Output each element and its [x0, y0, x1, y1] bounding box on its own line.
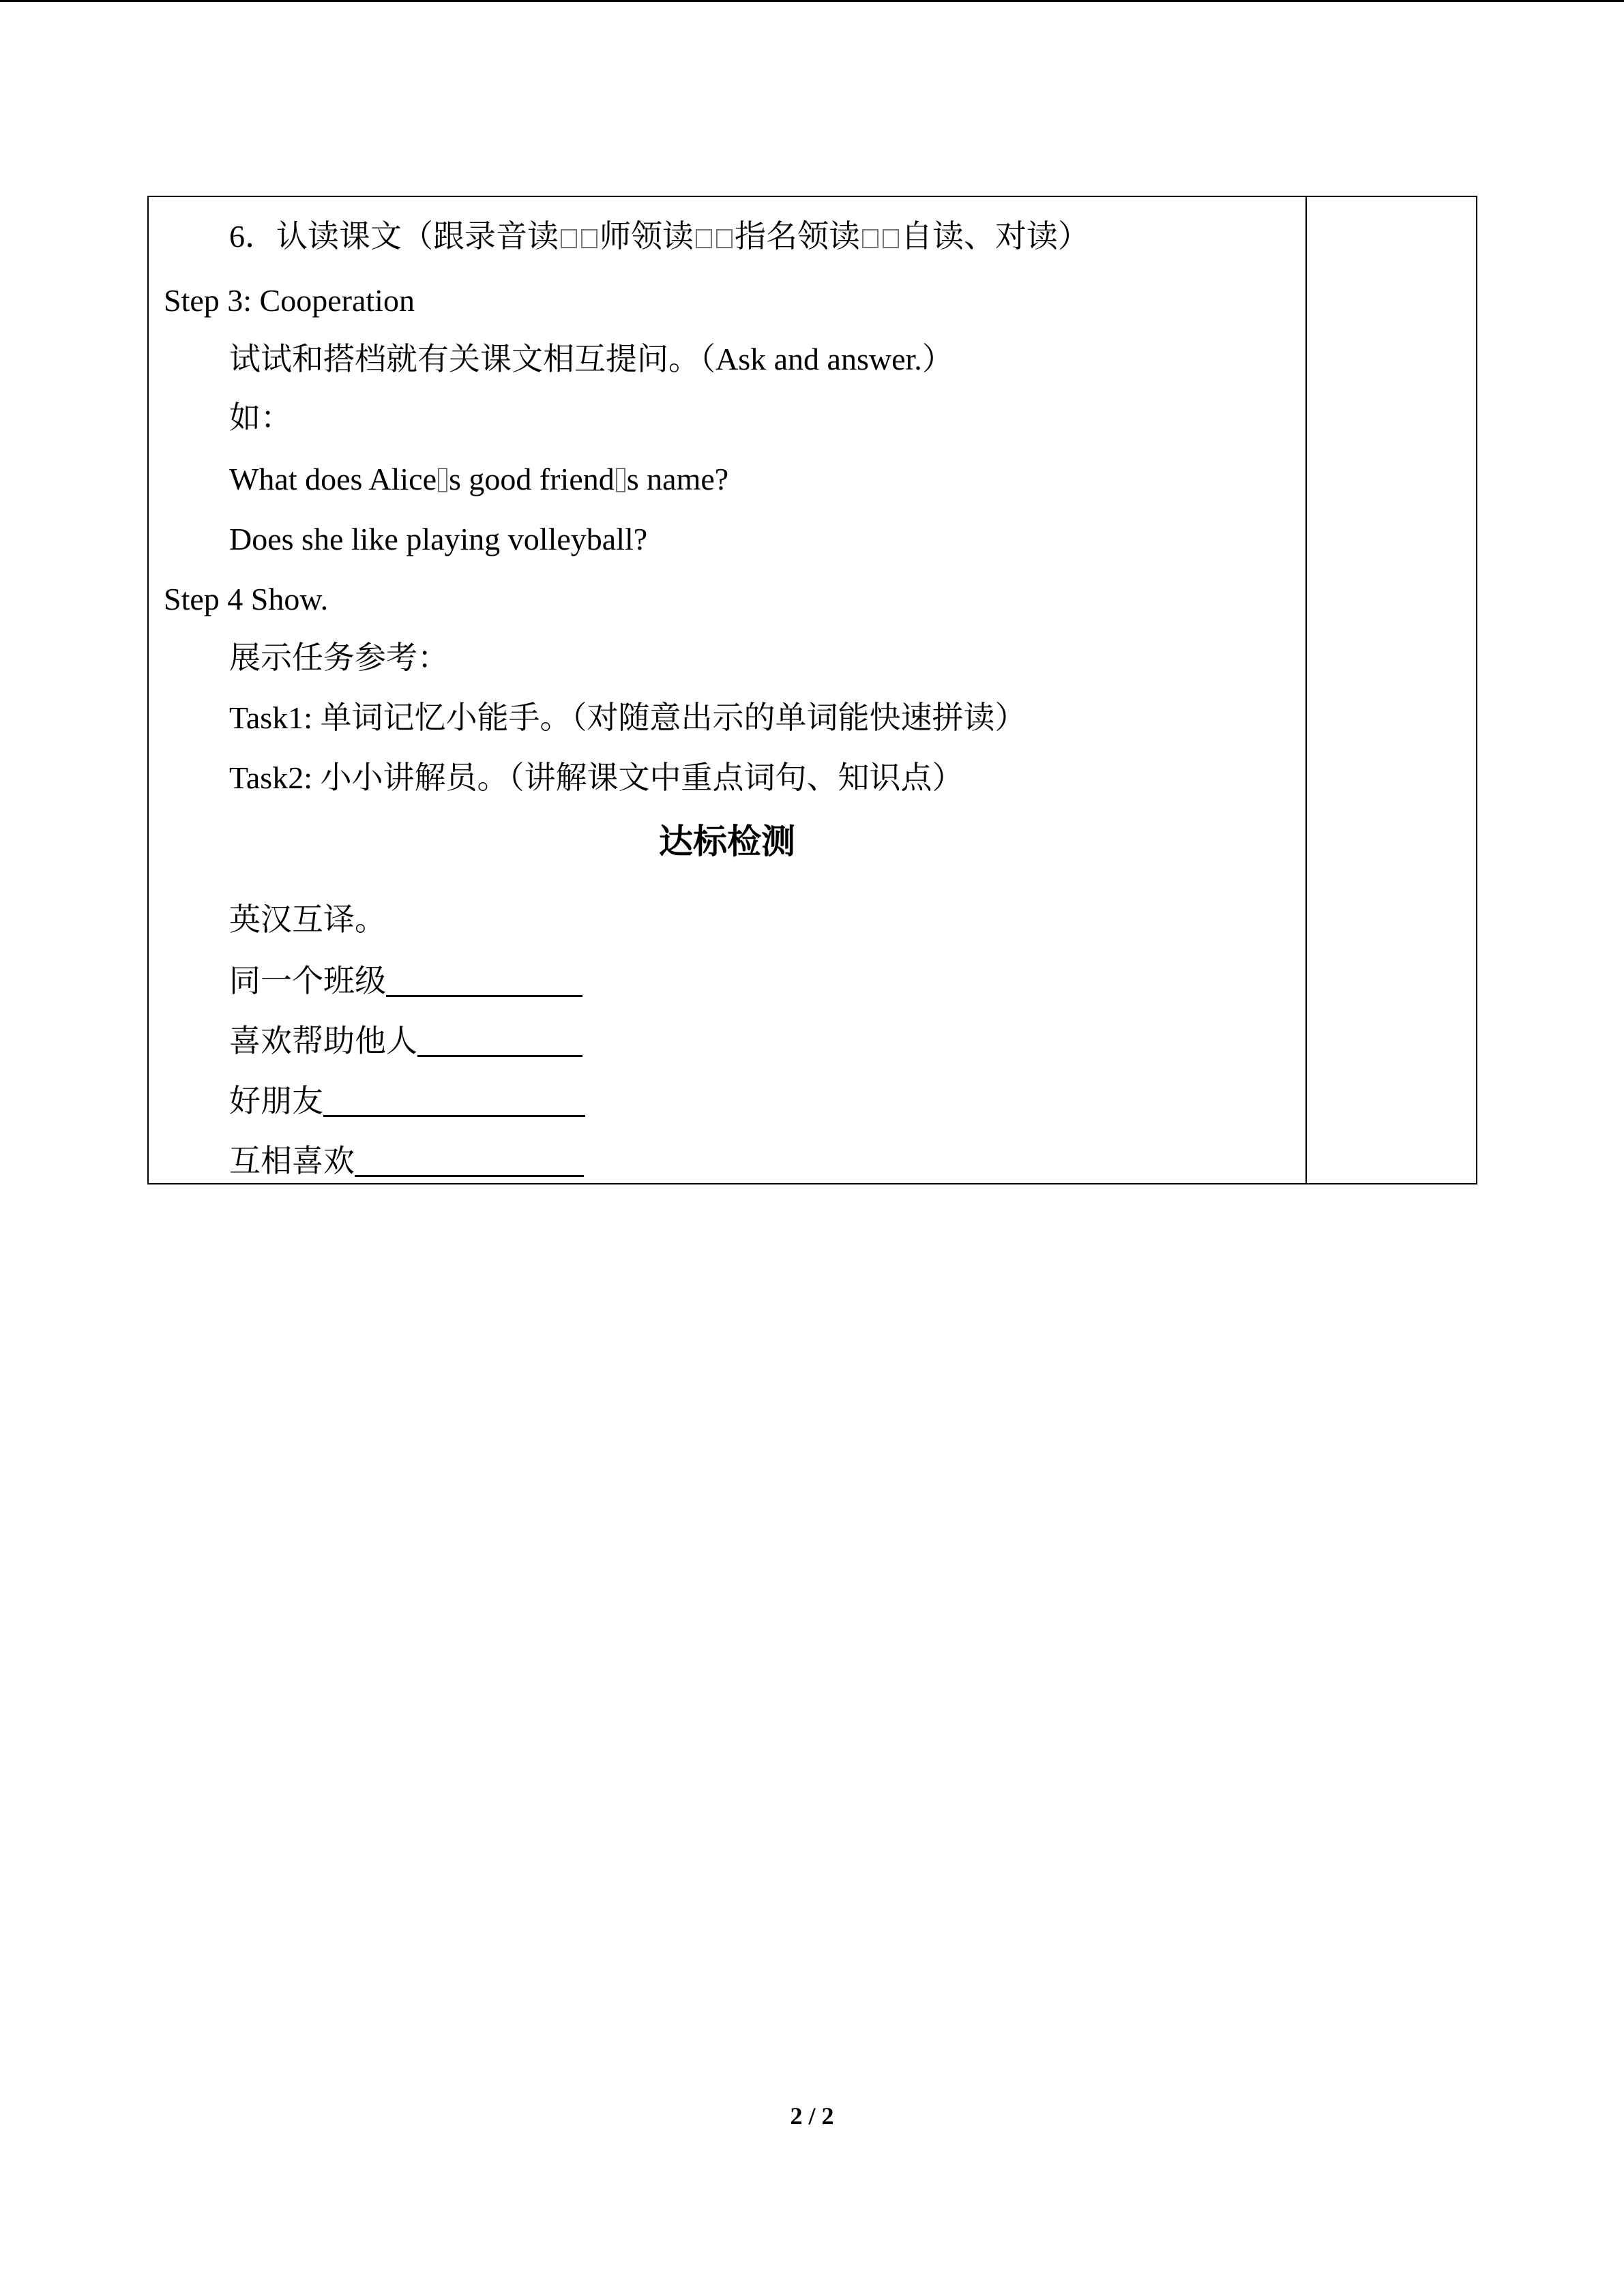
assessment-item: 好朋友 — [229, 1081, 585, 1122]
placeholder-box-icon — [696, 229, 712, 248]
missing-glyph-icon — [438, 468, 447, 492]
assessment-item: 喜欢帮助他人 — [229, 1021, 582, 1062]
placeholder-box-icon — [561, 229, 577, 248]
step-3-title: Step 3: Cooperation — [164, 283, 415, 318]
placeholder-box-icon — [883, 229, 899, 248]
placeholder-box-icon — [716, 229, 733, 248]
assessment-heading: 达标检测 — [659, 822, 795, 861]
answer-blank[interactable] — [417, 1024, 582, 1057]
step-3-example-label: 如： — [229, 400, 292, 435]
top-border-rule — [0, 0, 1624, 2]
placeholder-box-icon — [581, 229, 597, 248]
lesson-table — [147, 196, 1477, 1184]
assessment-instruction: 英汉互译。 — [229, 902, 386, 937]
assessment-item: 互相喜欢 — [229, 1141, 584, 1182]
answer-blank[interactable] — [386, 964, 582, 997]
example-question-2: Does she like playing volleyball? — [229, 522, 648, 556]
page-number: 2 / 2 — [790, 2102, 834, 2130]
step-4-label: 展示任务参考： — [229, 640, 449, 675]
task-2: Task2: 小小讲解员。（讲解课文中重点词句、知识点） — [229, 760, 964, 795]
answer-blank[interactable] — [355, 1144, 584, 1177]
table-column-divider — [1305, 197, 1307, 1183]
example-question-1: What does Alice s good friend s name? — [229, 462, 729, 496]
task-1: Task1: 单词记忆小能手。（对随意出示的单词能快速拼读） — [229, 700, 1027, 735]
step-3-instruction: 试试和搭档就有关课文相互提问。（Ask and answer.） — [229, 342, 954, 376]
missing-glyph-icon — [616, 468, 625, 492]
step-4-title: Step 4 Show. — [164, 582, 329, 616]
placeholder-box-icon — [862, 229, 879, 248]
assessment-item: 同一个班级 — [229, 961, 582, 1002]
answer-blank[interactable] — [323, 1084, 585, 1117]
item-6-read-text: 6．认读课文（跟录音读 师领读 指名领读 自读、对读） — [229, 219, 1089, 254]
